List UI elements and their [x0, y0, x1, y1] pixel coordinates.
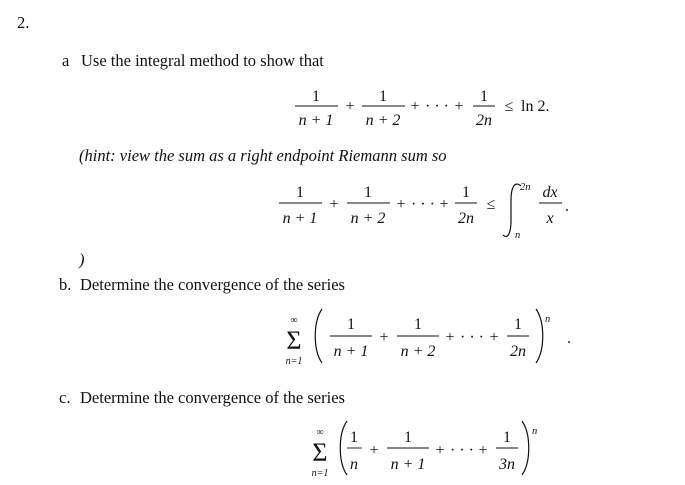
eq4-denominator-3: 3n: [499, 456, 515, 473]
eq3-left-paren: [315, 309, 322, 363]
eq2-integrand-denominator: x: [546, 210, 554, 227]
eq3-exponent: n: [545, 314, 551, 325]
eq4-dots: · · ·: [450, 442, 474, 459]
eq4-denominator-1: n: [350, 456, 358, 473]
eq1-denominator-1: n + 1: [298, 112, 334, 129]
eq3-plus-1: +: [379, 329, 389, 346]
eq4-plus-3: +: [478, 442, 488, 459]
eq2-denominator-3: 2n: [458, 210, 474, 227]
eq3-sum-lower: n=1: [285, 356, 303, 367]
equation-c-series: [312, 421, 538, 479]
eq1-plus-3: +: [454, 98, 464, 115]
part-a-label: a: [62, 51, 70, 70]
eq2-denominator-1: n + 1: [282, 210, 318, 227]
eq3-numerator-1: 1: [347, 316, 355, 333]
eq4-numerator-2: 1: [404, 429, 412, 446]
eq2-integrand-numerator: dx: [542, 184, 558, 201]
eq4-right-paren: [522, 421, 529, 475]
eq1-denominator-2: n + 2: [365, 112, 401, 129]
eq3-denominator-1: n + 1: [333, 343, 369, 360]
part-c-statement: Determine the convergence of the series: [80, 388, 345, 407]
eq3-plus-2: +: [445, 329, 455, 346]
eq2-lower-limit: n: [515, 230, 521, 241]
eq1-numerator-3: 1: [480, 88, 488, 105]
eq4-sum-upper: ∞: [316, 427, 324, 438]
part-b-label: b.: [59, 275, 72, 294]
eq3-plus-3: +: [489, 329, 499, 346]
eq2-period: .: [565, 198, 569, 215]
eq1-plus-1: +: [345, 98, 355, 115]
eq1-numerator-2: 1: [379, 88, 387, 105]
problem-number: 2.: [17, 13, 30, 32]
eq4-sum-sign: Σ: [312, 438, 328, 467]
eq2-plus-3: +: [439, 196, 449, 213]
eq1-ln2: ln 2.: [521, 98, 550, 115]
eq2-upper-limit: 2n: [520, 182, 531, 193]
eq2-denominator-2: n + 2: [350, 210, 386, 227]
eq3-denominator-3: 2n: [510, 343, 526, 360]
eq2-plus-2: +: [396, 196, 406, 213]
eq4-exponent: n: [532, 426, 538, 437]
part-a-hint-close: ): [79, 250, 85, 269]
eq3-sum-upper: ∞: [290, 315, 298, 326]
eq4-plus-2: +: [435, 442, 445, 459]
eq3-numerator-2: 1: [414, 316, 422, 333]
eq1-dots: · · ·: [425, 98, 449, 115]
equation-b-series: [286, 309, 571, 367]
eq1-leq: ≤: [504, 98, 514, 115]
part-a-hint-open: (hint: view the sum as a right endpoint Riemann sum so: [79, 146, 447, 165]
eq2-numerator-3: 1: [462, 184, 470, 201]
eq2-leq: ≤: [486, 196, 496, 213]
eq4-denominator-2: n + 1: [390, 456, 426, 473]
part-a-statement: Use the integral method to show that: [81, 51, 324, 70]
eq4-numerator-3: 1: [503, 429, 511, 446]
part-b-statement: Determine the convergence of the series: [80, 275, 345, 294]
eq2-numerator-2: 1: [364, 184, 372, 201]
eq3-sum-sign: Σ: [286, 326, 302, 355]
eq3-numerator-3: 1: [514, 316, 522, 333]
eq3-dots: · · ·: [460, 329, 484, 346]
eq2-integral-sign: [503, 184, 521, 236]
eq4-numerator-1: 1: [350, 429, 358, 446]
equation-a-inequality: [295, 88, 549, 129]
eq2-plus-1: +: [329, 196, 339, 213]
eq1-numerator-1: 1: [312, 88, 320, 105]
part-c-label: c.: [59, 388, 71, 407]
eq1-denominator-3: 2n: [476, 112, 492, 129]
eq2-dots: · · ·: [411, 196, 435, 213]
eq3-denominator-2: n + 2: [400, 343, 436, 360]
eq4-plus-1: +: [369, 442, 379, 459]
eq3-period: .: [567, 330, 571, 347]
eq4-sum-lower: n=1: [311, 468, 329, 479]
eq1-plus-2: +: [410, 98, 420, 115]
eq3-right-paren: [536, 309, 543, 363]
eq4-left-paren: [340, 421, 347, 475]
equation-a-hint-integral: [279, 182, 569, 241]
eq2-numerator-1: 1: [296, 184, 304, 201]
